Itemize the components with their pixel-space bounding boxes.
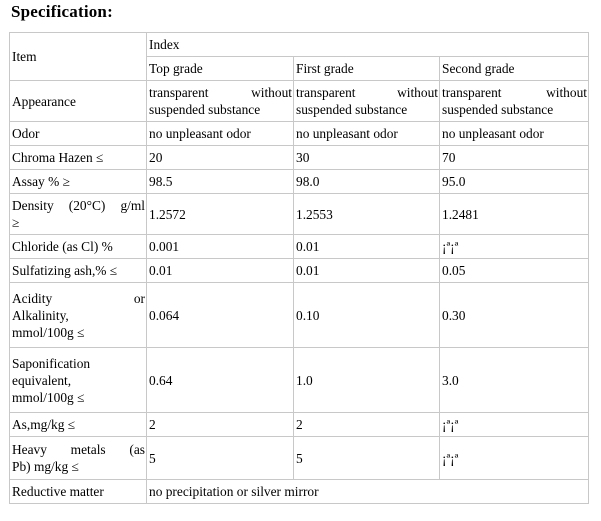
value-second: 0.05	[440, 259, 589, 283]
table-row	[10, 146, 589, 170]
value-top: 98.5	[147, 170, 294, 194]
value-second: 95.0	[440, 170, 589, 194]
table-row	[10, 170, 589, 194]
table-row	[10, 81, 589, 122]
value-top: 0.001	[147, 235, 294, 259]
item-header: Item	[10, 33, 147, 81]
row-item: Acidity or Alkalinity, mmol/100g ≤	[10, 283, 147, 348]
grade-second: Second grade	[440, 57, 589, 81]
value-first: 98.0	[294, 170, 440, 194]
value-second: ¡ª¡ª	[440, 413, 589, 437]
row-item: Sulfatizing ash,% ≤	[10, 259, 147, 283]
value-first: 0.01	[294, 259, 440, 283]
value-top: 20	[147, 146, 294, 170]
value-second: ¡ª¡ª	[440, 235, 589, 259]
page-title: Specification:	[11, 2, 113, 21]
value-top: 0.064	[147, 283, 294, 348]
row-item: Reductive matter	[10, 480, 147, 504]
value-first: 5	[294, 437, 440, 480]
value-top: no unpleasant odor	[147, 122, 294, 146]
value-first: transparent without suspended substance	[294, 81, 440, 122]
table-row	[10, 122, 589, 146]
grade-first: First grade	[294, 57, 440, 81]
value-second: transparent without suspended substance	[440, 81, 589, 122]
value-top: 0.64	[147, 348, 294, 413]
row-item: Saponification equivalent, mmol/100g ≤	[10, 348, 147, 413]
row-item: As,mg/kg ≤	[10, 413, 147, 437]
row-item: Heavy metals (as Pb) mg/kg ≤	[10, 437, 147, 480]
specification-table	[9, 32, 589, 504]
value-second: ¡ª¡ª	[440, 437, 589, 480]
value-second: 1.2481	[440, 194, 589, 235]
row-item: Density (20°C) g/ml ≥	[10, 194, 147, 235]
value-top: 2	[147, 413, 294, 437]
table-row	[10, 480, 589, 504]
value-top: 0.01	[147, 259, 294, 283]
value-top: 5	[147, 437, 294, 480]
value-first: no unpleasant odor	[294, 122, 440, 146]
value-second: 0.30	[440, 283, 589, 348]
value-first: 0.01	[294, 235, 440, 259]
value-first: 30	[294, 146, 440, 170]
table-row	[10, 348, 589, 413]
grade-top: Top grade	[147, 57, 294, 81]
value-first: 1.0	[294, 348, 440, 413]
value-first: 1.2553	[294, 194, 440, 235]
value-merged: no precipitation or silver mirror	[147, 480, 589, 504]
row-item: Chroma Hazen ≤	[10, 146, 147, 170]
row-item: Assay % ≥	[10, 170, 147, 194]
row-item: Appearance	[10, 81, 147, 122]
value-top: 1.2572	[147, 194, 294, 235]
table-header-row	[10, 33, 589, 57]
row-item: Chloride (as Cl) %	[10, 235, 147, 259]
value-second: no unpleasant odor	[440, 122, 589, 146]
table-row	[10, 283, 589, 348]
table-row	[10, 194, 589, 235]
table-row	[10, 259, 589, 283]
value-second: 3.0	[440, 348, 589, 413]
index-header: Index	[147, 33, 589, 57]
value-first: 2	[294, 413, 440, 437]
value-second: 70	[440, 146, 589, 170]
table-row	[10, 413, 589, 437]
table-row	[10, 235, 589, 259]
value-first: 0.10	[294, 283, 440, 348]
row-item: Odor	[10, 122, 147, 146]
value-top: transparent without suspended substance	[147, 81, 294, 122]
table-row	[10, 437, 589, 480]
